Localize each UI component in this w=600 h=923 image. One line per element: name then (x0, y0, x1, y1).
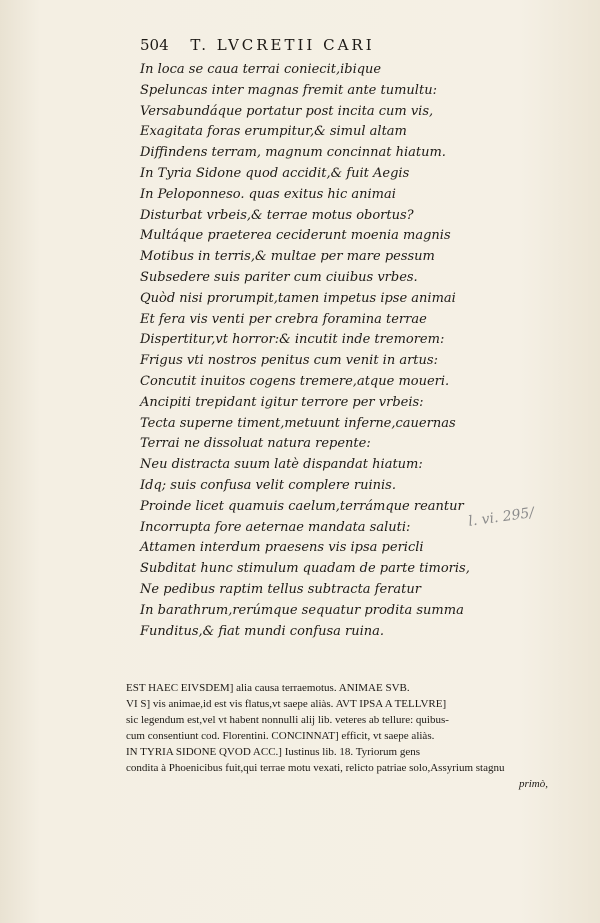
verse-line: Diffindens terram, magnum concinnat hiatum. (140, 145, 446, 161)
commentary-line: cum consentiunt cod. Florentini. CONCINNAT] efficit, vt saepe aliàs. (126, 730, 435, 742)
running-title: T. LVCRETII CARI (190, 36, 375, 54)
verse-line: Tecta superne timent,metuunt inferne,cauernas (140, 415, 456, 431)
verse-line: Attamen interdum praesens vis ipsa pericli (140, 540, 424, 556)
commentary-line: VI S] vis animae,id est vis flatus,vt saepe aliàs. AVT IPSA A TELLVRE] (126, 698, 447, 710)
page-number: 504 (140, 36, 169, 54)
verse-line: Idq; suis confusa velit complere ruinis. (140, 477, 396, 493)
verse-line: In Tyria Sidone quod accidit,& fuit Aegis (140, 165, 410, 181)
verse-line: In Peloponneso. quas exitus hic animai (140, 186, 396, 202)
verse-line: In barathrum,rerúmque sequatur prodita summa (140, 602, 464, 618)
verse-line: Subsedere suis pariter cum ciuibus vrbes. (140, 269, 418, 285)
verse-line: Concutit inuitos cogens tremere,atque moueri. (140, 373, 450, 389)
verse-line: In loca se caua terrai coniecit,ibique (140, 62, 382, 77)
verse-line: Exagitata foras erumpitur,& simul altam (140, 124, 407, 140)
verse-line: Dispertitur,vt horror:& incutit inde tremorem: (140, 332, 445, 348)
verse-line: Versabundáque portatur post incita cum vis, (140, 103, 434, 119)
verse-line: Incorrupta fore aeternae mandata saluti: (140, 519, 411, 535)
verse-line: Frigus vti nostros penitus cum venit in artus: (140, 353, 438, 369)
verse-line: Multáque praeterea ceciderunt moenia magnis (140, 228, 451, 244)
verse-line: Proinde licet quamuis caelum,terrámque reantur (140, 498, 464, 514)
commentary-line: IN TYRIA SIDONE QVOD ACC.] Iustinus lib. 18. Tyriorum gens (126, 746, 420, 758)
commentary-line: EST HAEC EIVSDEM] alia causa terraemotus. ANIMAE SVB. (126, 682, 410, 694)
verse-line: Terrai ne dissoluat natura repente: (140, 436, 371, 452)
catchword: primò, (518, 778, 548, 790)
verse-line: Quòd nisi prorumpit,tamen impetus ipse animai (140, 290, 456, 306)
verse-text (140, 60, 500, 642)
running-header (140, 36, 460, 58)
verse-line: Funditus,& fiat mundi confusa ruina. (140, 623, 385, 639)
verse-line: Ancipiti trepidant igitur terrore per vrbeis: (140, 394, 424, 410)
verse-line: Speluncas inter magnas fremit ante tumultu: (140, 82, 437, 98)
verse-line: Et fera vis venti per crebra foramina terrae (140, 311, 427, 327)
verse-line: Motibus in terris,& multae per mare pessum (140, 249, 435, 265)
commentary-line: condita à Phoenicibus fuit,qui terrae motu vexati, relicto patriae solo,Assyrium stagnu (126, 762, 505, 774)
verse-line: Neu distracta suum latè dispandat hiatum: (140, 457, 423, 473)
verse-line: Subditat hunc stimulum quadam de parte timoris, (140, 561, 470, 577)
verse-line: Ne pedibus raptim tellus subtracta feratur (140, 581, 421, 597)
commentary-notes (126, 680, 566, 792)
verse-line: Disturbat vrbeis,& terrae motus obortus? (140, 207, 414, 223)
commentary-line: sic legendum est,vel vt habent nonnulli alij lib. veteres ab tellure: quibus- (126, 714, 449, 726)
handwritten-margin-note: l. vi. 295/ (467, 504, 536, 530)
